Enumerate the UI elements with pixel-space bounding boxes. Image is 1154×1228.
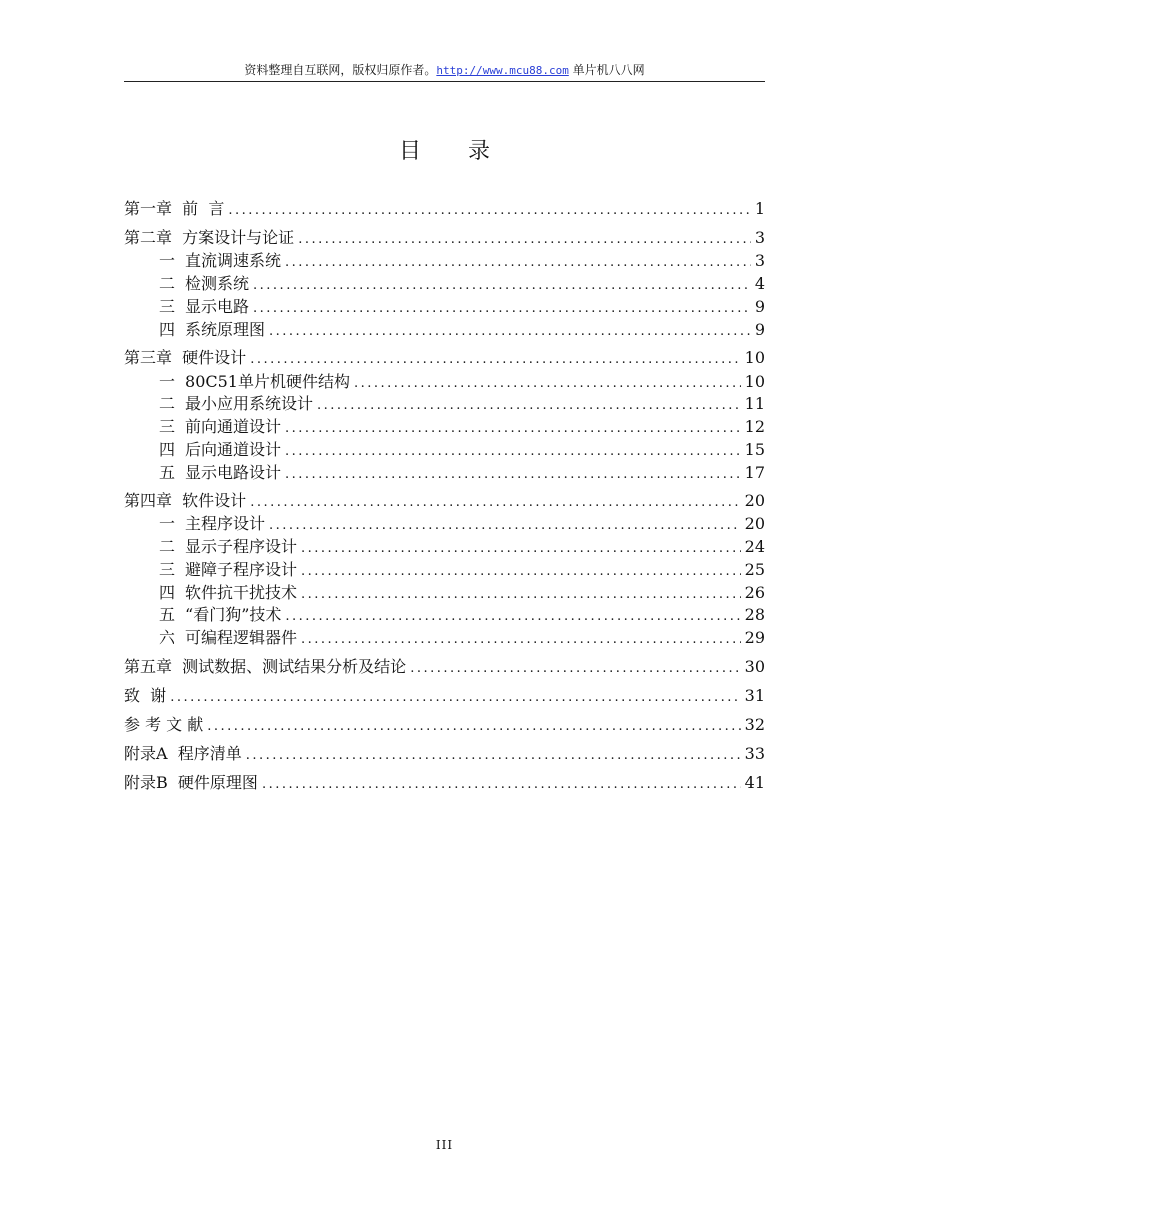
toc-entry-number: 五: [159, 605, 176, 624]
toc-entry[interactable]: [124, 462, 765, 484]
toc-entry-page: 32: [744, 715, 765, 734]
toc-entry-label: 软件抗干扰技术: [185, 583, 298, 602]
toc-entry[interactable]: [124, 536, 765, 558]
toc-entry-page: 15: [744, 440, 765, 459]
toc-leader-dots: [269, 515, 741, 537]
page-number: III: [435, 1138, 454, 1152]
toc-leader-dots: [285, 464, 741, 486]
toc-entry-page: 26: [744, 583, 765, 602]
toc-entry[interactable]: [124, 604, 765, 626]
toc-entry-page: 24: [744, 537, 765, 556]
toc-entry-label: 直流调速系统: [185, 251, 282, 270]
toc-entry-label: 显示子程序设计: [185, 537, 298, 556]
toc-leader-dots: [285, 441, 741, 463]
toc-leader-dots: [253, 275, 751, 297]
toc-leader-dots: [262, 774, 741, 796]
toc-entry-page: 10: [744, 348, 765, 367]
toc-entry[interactable]: [124, 627, 765, 649]
toc-leader-dots: [354, 373, 741, 395]
toc-entry-page: 9: [754, 297, 765, 316]
toc-entry-label: 第一章 前 言: [124, 199, 225, 218]
toc-entry-label: 第二章 方案设计与论证: [124, 228, 295, 247]
toc-entry-number: 五: [159, 463, 176, 482]
toc-entry-label: 第四章 软件设计: [124, 491, 247, 510]
toc-entry-page: 4: [754, 274, 765, 293]
toc-leader-dots: [250, 349, 740, 371]
toc-entry[interactable]: [124, 685, 765, 707]
header-text: 资料整理自互联网，版权归原作者。: [244, 63, 437, 77]
toc-leader-dots: [285, 418, 741, 440]
toc-entry-page: 11: [744, 394, 765, 413]
toc-entry[interactable]: [124, 371, 765, 393]
toc-entry[interactable]: [124, 513, 765, 535]
toc-leader-dots: [269, 321, 751, 343]
toc-entry[interactable]: [124, 490, 765, 512]
toc-entry-page: 29: [744, 628, 765, 647]
toc-entry-page: 31: [744, 686, 765, 705]
toc-entry-number: 二: [159, 394, 176, 413]
toc-entry-page: 41: [744, 773, 765, 792]
toc-entry[interactable]: [124, 198, 765, 220]
toc-entry-label: 前向通道设计: [185, 417, 282, 436]
toc-leader-dots: [253, 298, 751, 320]
toc-leader-dots: [301, 584, 741, 606]
toc-entry[interactable]: [124, 743, 765, 765]
toc-entry-number: 一: [159, 251, 176, 270]
toc-entry-page: 30: [744, 657, 765, 676]
toc-entry-page: 20: [744, 491, 765, 510]
toc-entry-number: 三: [159, 560, 176, 579]
toc-entry-label: 最小应用系统设计: [185, 394, 314, 413]
toc-entry-label: 系统原理图: [185, 320, 266, 339]
toc-entry-number: 四: [159, 440, 176, 459]
toc-entry[interactable]: [124, 416, 765, 438]
header-link[interactable]: http://www.mcu88.com: [436, 64, 569, 77]
toc-entry[interactable]: [124, 393, 765, 415]
toc-entry-page: 1: [754, 199, 765, 218]
toc-entry-number: 一: [159, 514, 176, 533]
toc-entry-label: 参 考 文 献: [124, 715, 204, 734]
toc-leader-dots: [246, 745, 741, 767]
toc-entry-page: 17: [744, 463, 765, 482]
toc-entry-page: 3: [754, 251, 765, 270]
toc-entry[interactable]: [124, 714, 765, 736]
toc-entry[interactable]: [124, 296, 765, 318]
toc-entry-number: 一: [159, 372, 176, 391]
toc-entry-page: 10: [744, 372, 765, 391]
toc-leader-dots: [317, 395, 741, 417]
toc-entry[interactable]: [124, 347, 765, 369]
toc-leader-dots: [285, 606, 740, 628]
header-site-name: 单片机八八网: [568, 63, 645, 77]
toc-entry-number: 二: [159, 537, 176, 556]
toc-leader-dots: [250, 492, 740, 514]
toc-entry-label: “看门狗”技术: [185, 605, 282, 624]
toc-entry-label: 80C51单片机硬件结构: [185, 372, 350, 391]
toc-entry[interactable]: [124, 227, 765, 249]
toc-entry[interactable]: [124, 772, 765, 794]
toc-leader-dots: [298, 229, 751, 251]
toc-entry-label: 显示电路: [185, 297, 250, 316]
page-header: [124, 62, 765, 82]
toc-entry-page: 25: [744, 560, 765, 579]
toc-leader-dots: [170, 687, 740, 709]
toc-entry-label: 第五章 测试数据、测试结果分析及结论: [124, 657, 407, 676]
toc-entry-label: 主程序设计: [185, 514, 266, 533]
toc-leader-dots: [228, 200, 750, 222]
toc-entry-label: 附录A 程序清单: [124, 744, 242, 763]
toc-entry-number: 三: [159, 297, 176, 316]
toc-entry-number: 二: [159, 274, 176, 293]
toc-leader-dots: [301, 538, 741, 560]
toc-leader-dots: [207, 716, 740, 738]
toc-entry[interactable]: [124, 559, 765, 581]
toc-entry[interactable]: [124, 439, 765, 461]
toc-entry-label: 避障子程序设计: [185, 560, 298, 579]
toc-entry-number: 四: [159, 320, 176, 339]
toc-entry-label: 致 谢: [124, 686, 167, 705]
toc-entry-label: 附录B 硬件原理图: [124, 773, 258, 792]
toc-leader-dots: [301, 629, 741, 651]
toc-leader-dots: [410, 658, 740, 680]
toc-entry-label: 显示电路设计: [185, 463, 282, 482]
toc-entry-page: 33: [744, 744, 765, 763]
toc-entry-number: 四: [159, 583, 176, 602]
toc-entry-label: 第三章 硬件设计: [124, 348, 247, 367]
toc-leader-dots: [301, 561, 741, 583]
toc-entry-page: 3: [754, 228, 765, 247]
toc-entry-number: 三: [159, 417, 176, 436]
toc-entry-label: 检测系统: [185, 274, 250, 293]
toc-entry-page: 9: [754, 320, 765, 339]
toc-entry-page: 20: [744, 514, 765, 533]
toc-entry-label: 后向通道设计: [185, 440, 282, 459]
toc-entry[interactable]: [124, 582, 765, 604]
toc-entry[interactable]: [124, 273, 765, 295]
toc-leader-dots: [285, 252, 751, 274]
toc-entry-page: 28: [744, 605, 765, 624]
toc-entry-label: 可编程逻辑器件: [185, 628, 298, 647]
toc-entry-number: 六: [159, 628, 176, 647]
toc-entry[interactable]: [124, 319, 765, 341]
page-title: 目 录: [399, 139, 510, 164]
toc-entry[interactable]: [124, 656, 765, 678]
toc-entry-page: 12: [744, 417, 765, 436]
toc-entry[interactable]: [124, 250, 765, 272]
